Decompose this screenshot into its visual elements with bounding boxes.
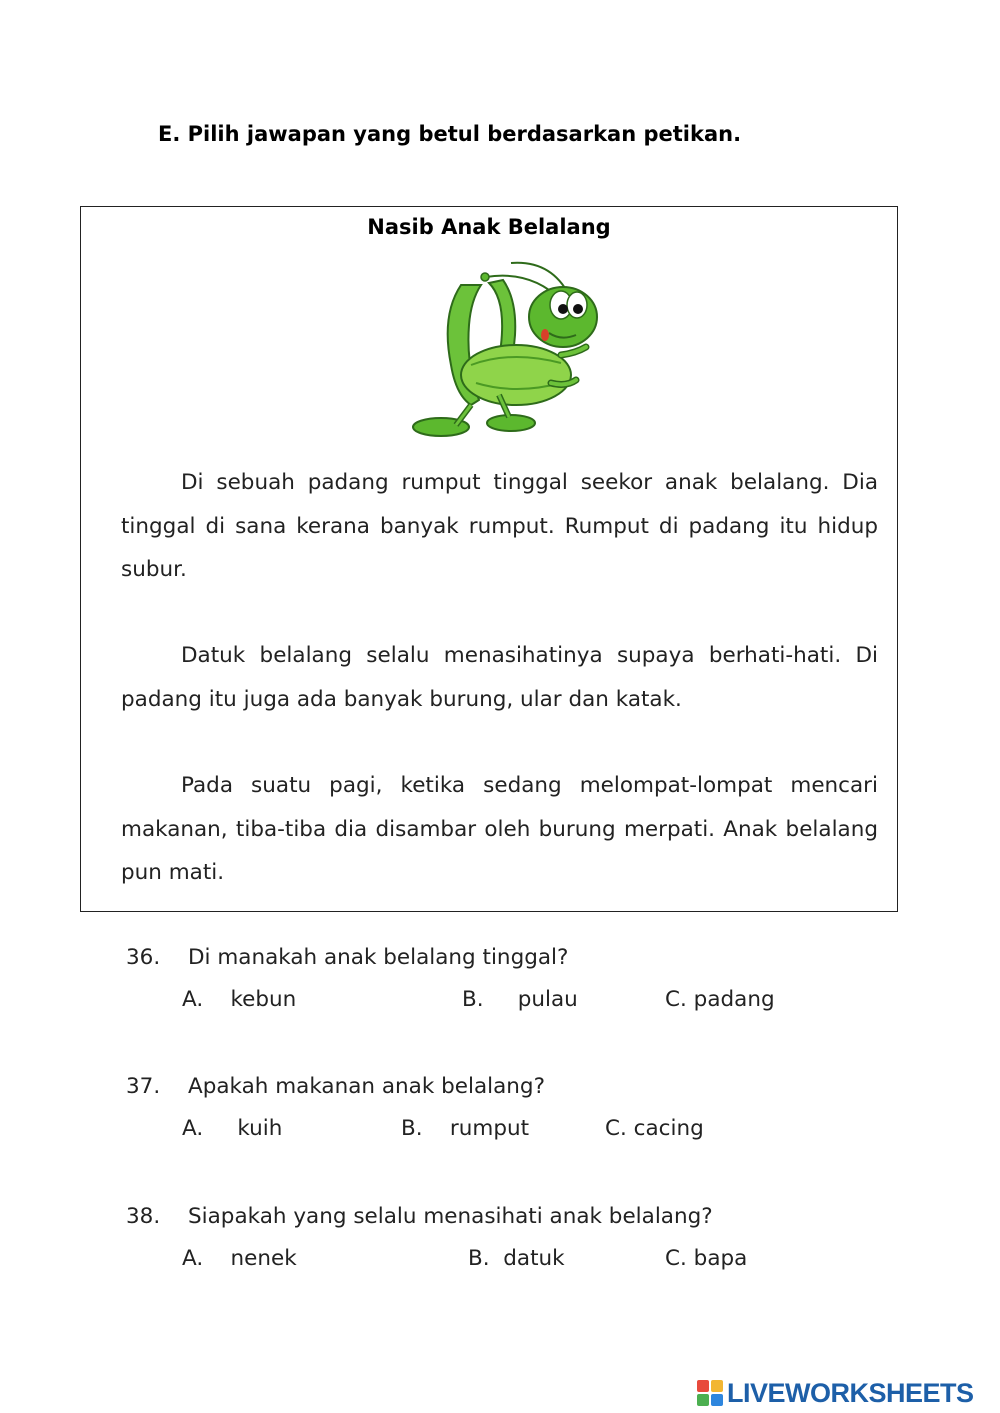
- passage-title: Nasib Anak Belalang: [367, 215, 611, 239]
- option-c[interactable]: C. cacing: [605, 1116, 704, 1141]
- passage-paragraph-1: Di sebuah padang rumput tinggal seekor anak belalang. Dia tinggal di sana kerana banyak rumput. Rumput di padang itu hidup subur.: [121, 470, 878, 582]
- option-a[interactable]: A. nenek: [182, 1246, 297, 1271]
- liveworksheets-logo: [697, 1378, 974, 1408]
- passage-box: [80, 206, 898, 912]
- grasshopper-illustration: [411, 255, 601, 440]
- question-text: Siapakah yang selalu menasihati anak belalang?: [188, 1204, 713, 1229]
- option-c[interactable]: C. padang: [665, 987, 775, 1012]
- logo-text: LIVEWORKSHEETS: [727, 1377, 974, 1408]
- option-a[interactable]: A. kebun: [182, 987, 297, 1012]
- option-b[interactable]: B. pulau: [462, 987, 578, 1012]
- liveworksheets-logo-icon: [697, 1380, 723, 1406]
- question-number: 38.: [126, 1204, 161, 1229]
- instruction-heading: E. Pilih jawapan yang betul berdasarkan petikan.: [158, 122, 742, 146]
- question-number: 36.: [126, 945, 161, 970]
- question-text: Apakah makanan anak belalang?: [188, 1074, 545, 1099]
- passage-paragraph-2: Datuk belalang selalu menasihatinya supaya berhati-hati. Di padang itu juga ada banyak burung, ular dan katak.: [121, 643, 878, 712]
- option-b[interactable]: B. datuk: [468, 1246, 565, 1271]
- question-text: Di manakah anak belalang tinggal?: [188, 945, 569, 970]
- question-number: 37.: [126, 1074, 161, 1099]
- option-a[interactable]: A. kuih: [182, 1116, 283, 1141]
- option-b[interactable]: B. rumput: [401, 1116, 530, 1141]
- option-c[interactable]: C. bapa: [665, 1246, 748, 1271]
- passage-paragraph-3: Pada suatu pagi, ketika sedang melompat-lompat mencari makanan, tiba-tiba dia disambar oleh burung merpati. Anak belalang pun mati.: [121, 773, 878, 885]
